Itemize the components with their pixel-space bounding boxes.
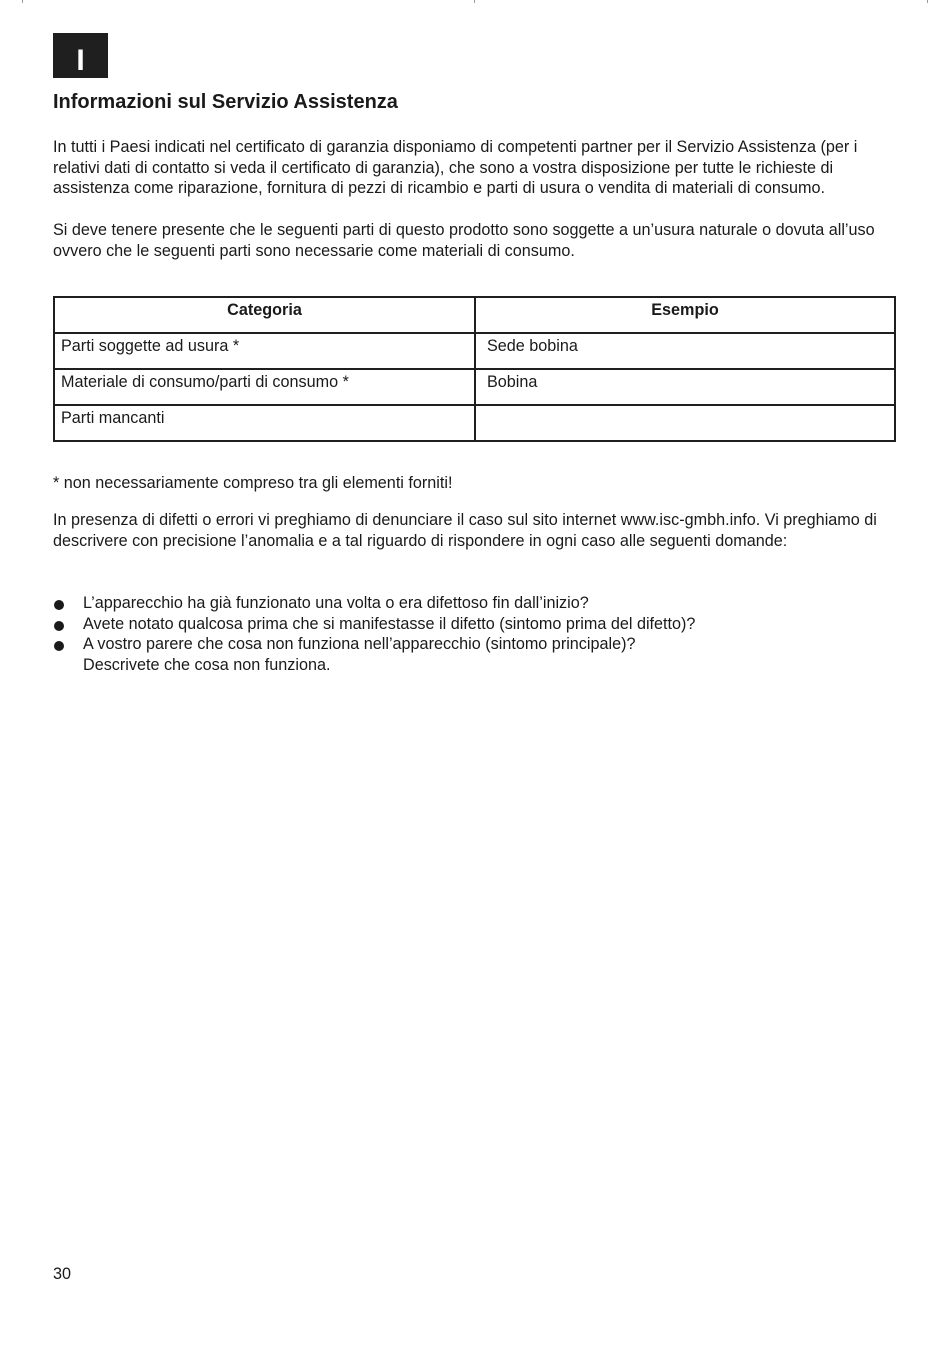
table-cell-category: Parti soggette ad usura * xyxy=(54,333,475,369)
list-item xyxy=(53,593,695,614)
wear-parts-paragraph: Si deve tenere presente che le seguenti parti di questo prodotto sono soggette a un’usura naturale o dovuta all’uso ovvero che le seguenti parti sono necessarie come materiali di consumo. xyxy=(53,221,875,260)
table-row xyxy=(54,369,895,405)
table-cell-category: Parti mancanti xyxy=(54,405,475,441)
defects-paragraph: In presenza di difetti o errori vi preghiamo di denunciare il caso sul sito internet www.isc-gmbh.info. Vi preghiamo di descrivere con precisione l’anomalia e a tal riguardo di rispondere in ogni caso alle seguenti domande: xyxy=(53,511,877,550)
table-cell-category: Materiale di consumo/parti di consumo * xyxy=(54,369,475,405)
header-example: Esempio xyxy=(475,297,895,333)
table-row xyxy=(54,333,895,369)
page-title: Informazioni sul Servizio Assistenza xyxy=(53,91,398,113)
parts-table xyxy=(53,296,896,442)
header-category: Categoria xyxy=(54,297,475,333)
bullet-icon xyxy=(54,600,64,610)
bullet-icon xyxy=(54,641,64,651)
crop-mark xyxy=(927,0,928,3)
bullet-icon xyxy=(54,621,64,631)
list-item xyxy=(53,634,695,675)
question-followup: Descrivete che cosa non funziona. xyxy=(83,655,331,674)
footnote: * non necessariamente compreso tra gli elementi forniti! xyxy=(53,474,453,492)
intro-paragraph: In tutti i Paesi indicati nel certificato di garanzia disponiamo di competenti partner per il Servizio Assistenza (per i relativi dati di contatto si veda il certificato di garanzia), che sono a vostra disposizione per tutte le richieste di assistenza come riparazione, fornitura di pezzi di ricambio e parti di usura o vendita di materiali di consumo. xyxy=(53,138,858,197)
table-header-row xyxy=(54,297,895,333)
crop-mark xyxy=(22,0,23,3)
crop-mark xyxy=(474,0,475,3)
page-number: 30 xyxy=(53,1265,72,1283)
language-badge: I xyxy=(53,33,108,78)
table-cell-example xyxy=(475,405,895,441)
question-text: L’apparecchio ha già funzionato una volta o era difettoso fin dall’inizio? xyxy=(83,594,589,612)
question-list xyxy=(53,593,695,675)
question-text: Avete notato qualcosa prima che si manifestasse il difetto (sintomo prima del difetto)? xyxy=(83,614,696,633)
table-cell-example: Sede bobina xyxy=(475,333,895,369)
list-item xyxy=(53,614,695,635)
question-text: A vostro parere che cosa non funziona nell’apparecchio (sintomo principale)? xyxy=(83,635,636,653)
table-row xyxy=(54,405,895,441)
table-cell-example: Bobina xyxy=(475,369,895,405)
